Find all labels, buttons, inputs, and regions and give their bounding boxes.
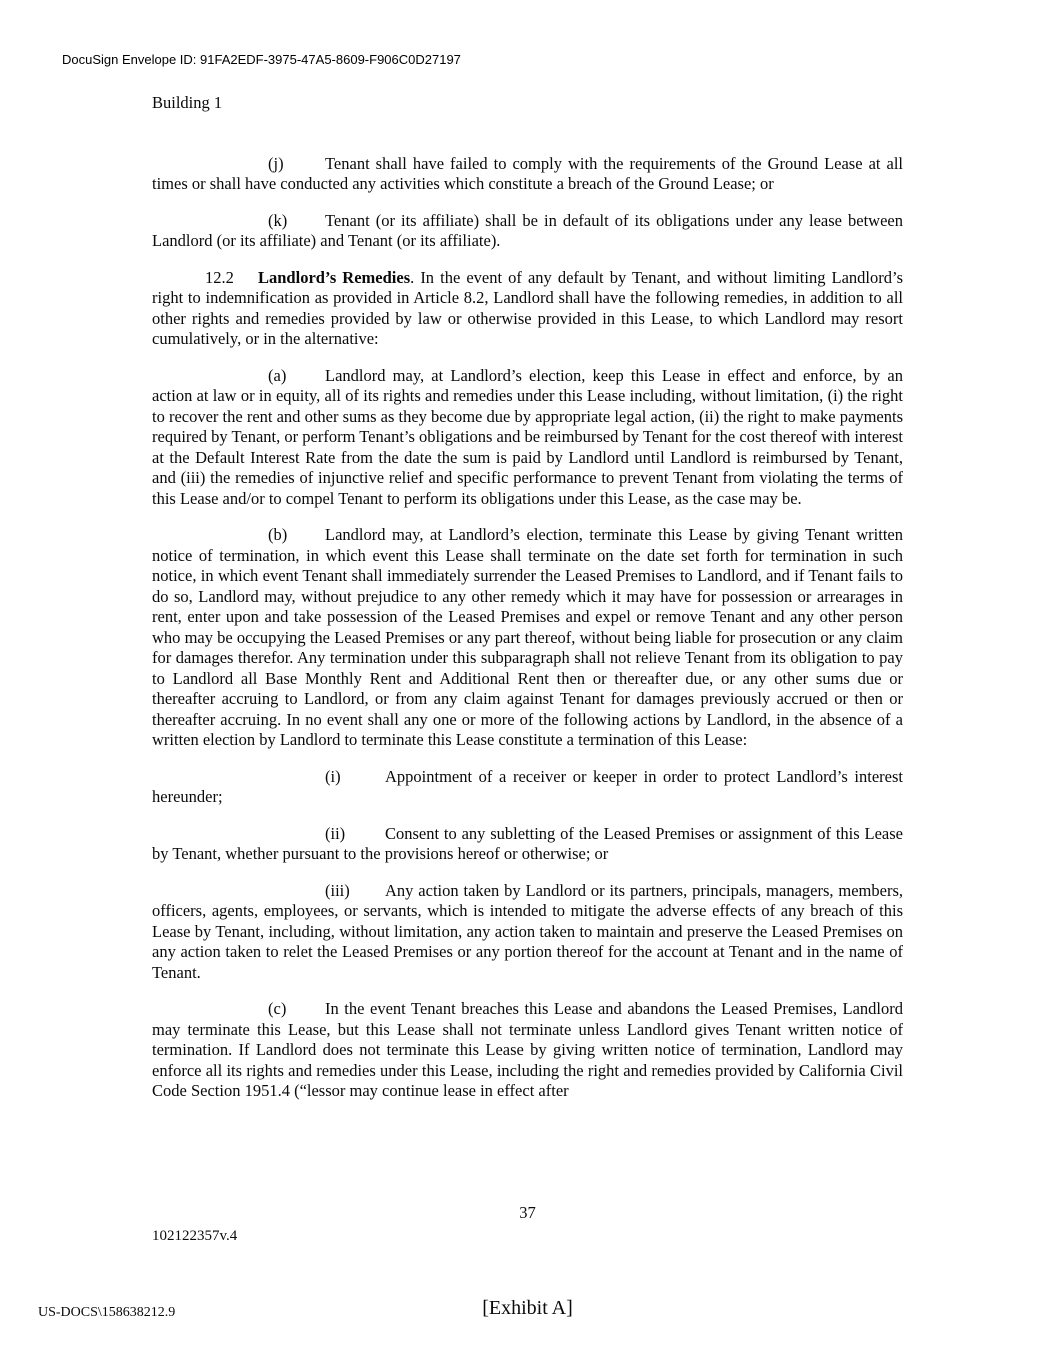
section-heading: Landlord’s Remedies: [258, 267, 411, 287]
exhibit-label: [Exhibit A]: [482, 1297, 573, 1319]
clause-label: (j): [268, 153, 284, 173]
clause-label: (k): [268, 210, 288, 230]
building-label: Building 1: [152, 93, 223, 112]
subclause-label: (iii): [325, 880, 350, 900]
document-version-number: 102122357v.4: [152, 1228, 238, 1244]
paragraph-c: [152, 999, 903, 1102]
subclause-text: Appointment of a receiver or keeper in order to protect Landlord’s interest hereunder;: [152, 766, 903, 806]
paragraph-k: [152, 211, 903, 252]
section-number: 12.2: [205, 267, 234, 287]
footer-document-id: US-DOCS\158638212.9: [38, 1305, 176, 1320]
clause-text: Tenant (or its affiliate) shall be in default of its obligations under any lease between Landlord (or its affiliate) and Tenant (or its affiliate).: [152, 210, 903, 250]
clause-label: (c): [268, 999, 287, 1018]
subclause-text: Any action taken by Landlord or its partners, principals, managers, members, officers, agents, employees, or servants, which is intended to mitigate the adverse effects of any breach of this Lease by Tenant, including, without limitation, any action taken to maintain and preserve the Leased Premises on any action taken to relet the Leased Premises or any portion thereof for the account at Tenant and in the name of Tenant.: [152, 880, 903, 982]
subparagraph-ii: [152, 824, 903, 865]
clause-text: In the event Tenant breaches this Lease and abandons the Leased Premises, Landlord may terminate this Lease, but this Lease shall not terminate unless Landlord gives Tenant written notice of termination. If Landlord does not terminate this Lease by giving written notice of termination, Landlord may enforce all its rights and remedies under this Lease, including the right and remedies provided by California Civil Code Section 1951.4 (“lessor may continue lease in effect after: [152, 999, 903, 1100]
subclause-label: (ii): [325, 823, 346, 843]
document-body: [152, 93, 903, 1118]
clause-label: (b): [268, 525, 288, 544]
subparagraph-i: [152, 767, 903, 808]
paragraph-b: [152, 525, 903, 751]
subclause-label: (i): [325, 766, 341, 786]
subclause-text: Consent to any subletting of the Leased Premises or assignment of this Lease by Tenant, whether pursuant to the provisions hereof or otherwise; or: [152, 823, 903, 863]
clause-text: Tenant shall have failed to comply with the requirements of the Ground Lease at all times or shall have conducted any activities which constitute a breach of the Ground Lease; or: [152, 153, 903, 193]
clause-label: (a): [268, 365, 287, 385]
clause-text: Landlord may, at Landlord’s election, keep this Lease in effect and enforce, by an action at law or in equity, all of its rights and remedies under this Lease including, without limitation, (i) the right to recover the rent and other sums as they become due by appropriate legal action, (ii) the right to make payments required by Tenant, or perform Tenant’s obligations and be reimbursed by Tenant for the cost thereof with interest at the Default Interest Rate from the date the sum is paid by Landlord until Landlord is reimbursed by Tenant, and (iii) the remedies of injunctive relief and specific performance to prevent Tenant from violating the terms of this Lease and/or to compel Tenant to perform its obligations under this Lease, as the case may be.: [152, 365, 903, 508]
clause-text: Landlord may, at Landlord’s election, terminate this Lease by giving Tenant written notice of termination, in which event this Lease shall terminate on the date set forth for termination in such notice, in which event Tenant shall immediately surrender the Leased Premises to Landlord, and if Tenant fails to do so, Landlord may, without prejudice to any other remedy which it may have for possession or arrearages in rent, enter upon and take possession of the Leased Premises and expel or remove Tenant and any other person who may be occupying the Leased Premises or any part thereof, without being liable for prosecution or any claim for damages therefor. Any termination under this subparagraph shall not relieve Tenant from its obligation to pay to Landlord all Base Monthly Rent and Additional Rent then or thereafter due, or any other sums due or thereafter accruing to Landlord, or from any claim against Tenant for damages previously accrued or then or thereafter accruing. In no event shall any one or more of the following actions by Landlord, in the absence of a written election by Landlord to terminate this Lease constitute a termination of this Lease:: [152, 525, 903, 749]
section-text: . In the event of any default by Tenant, and without limiting Landlord’s right to indemnification as provided in Article 8.2, Landlord shall have the following remedies, in addition to all other rights and remedies provided by law or otherwise provided in this Lease, to which Landlord may resort cumulatively, or in the alternative:: [152, 267, 903, 348]
section-12-2: [152, 268, 903, 350]
subparagraph-iii: [152, 881, 903, 984]
page-number: 37: [519, 1203, 536, 1222]
paragraph-a: [152, 366, 903, 510]
paragraph-j: [152, 154, 903, 195]
docusign-envelope-id: DocuSign Envelope ID: 91FA2EDF-3975-47A5-8609-F906C0D27197: [62, 52, 461, 67]
